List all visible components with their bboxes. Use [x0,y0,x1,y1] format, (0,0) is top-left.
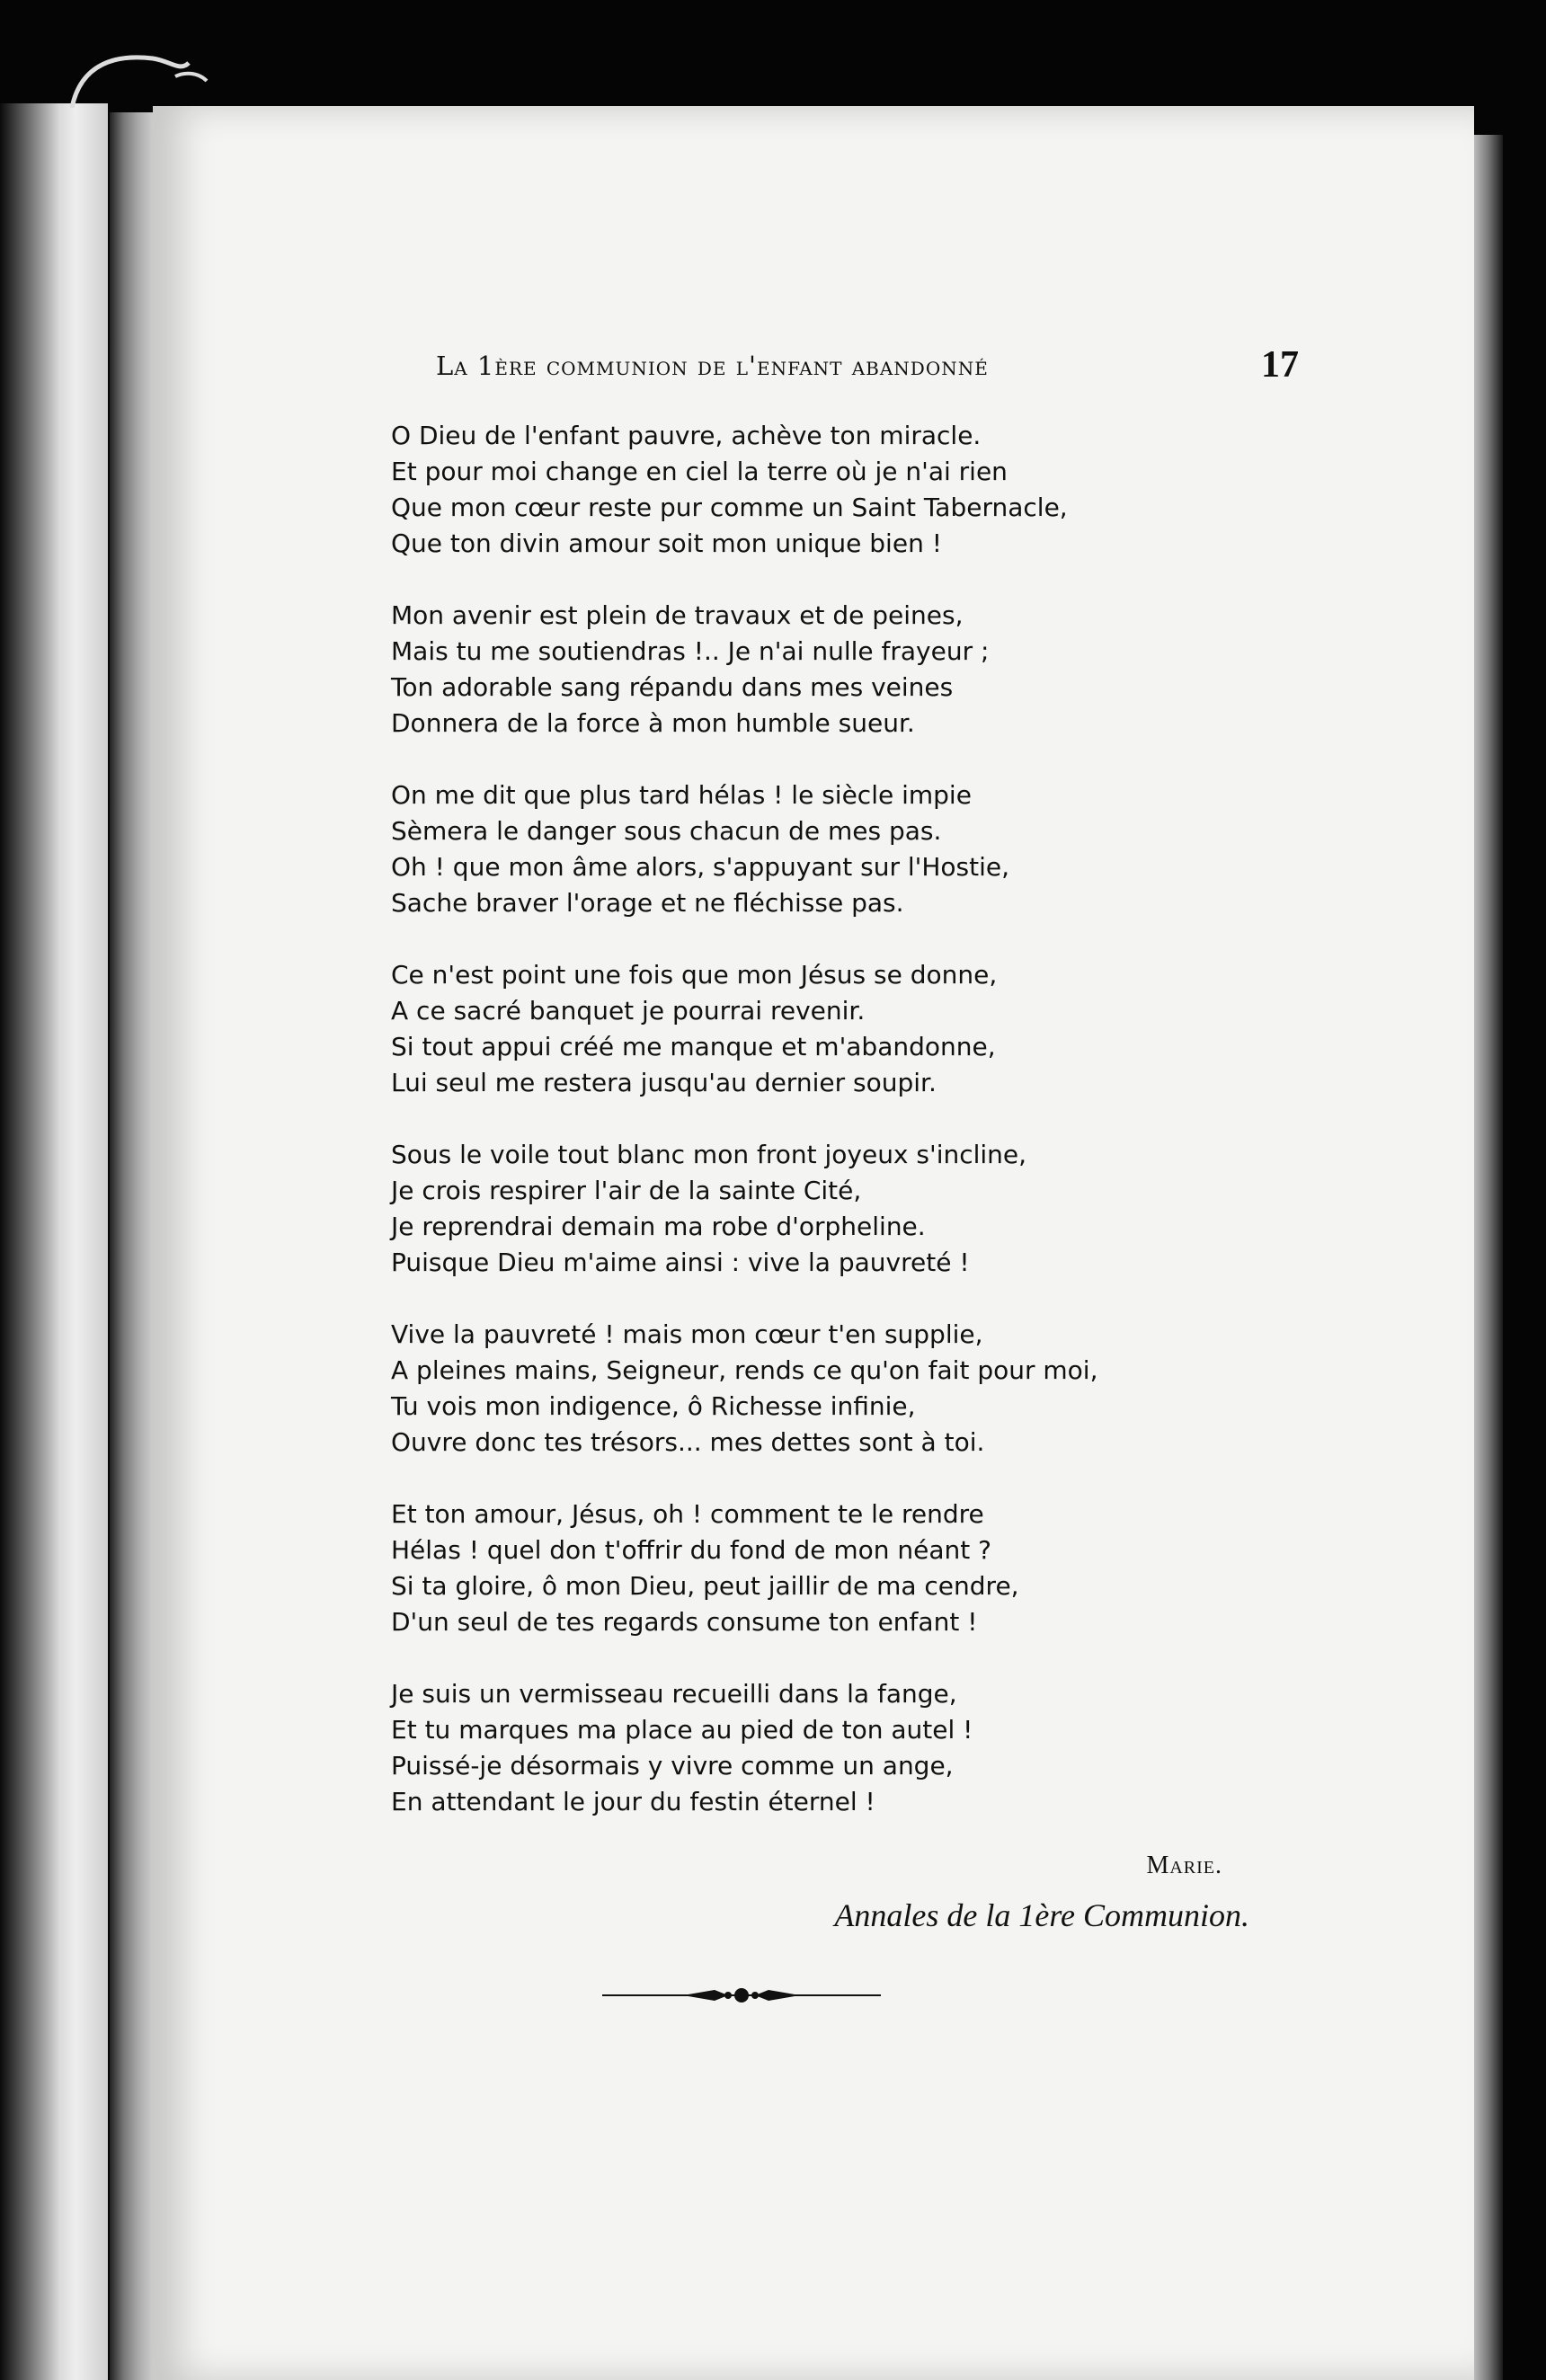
running-title: La 1ère communion de l'enfant abandonné [436,351,989,381]
stanza [391,1676,1200,1820]
corner-scan-mark [54,36,216,117]
poem-line: Lui seul me restera jusqu'au dernier soupir. [391,1068,937,1097]
poem-line: Oh ! que mon âme alors, s'appuyant sur l'Hostie, [391,852,1010,882]
poem-line: Et pour moi change en ciel la terre où je n'ai rien [391,457,1008,486]
page-header [436,343,1299,394]
poem-line: Si tout appui créé me manque et m'abandonne, [391,1032,996,1061]
poem-line: A ce sacré banquet je pourrai revenir. [391,996,866,1026]
poem-line: On me dit que plus tard hélas ! le siècle impie [391,780,972,810]
poem-line: Sache braver l'orage et ne fléchisse pas. [391,888,904,918]
poem-line: Que mon cœur reste pur comme un Saint Tabernacle, [391,493,1068,522]
poem-line: Je reprendrai demain ma robe d'orpheline. [391,1212,926,1241]
previous-page-edge [0,103,108,2380]
stanza [391,777,1200,921]
poem-line: Donnera de la force à mon humble sueur. [391,708,915,738]
poem-line: Hélas ! quel don t'offrir du fond de mon néant ? [391,1535,992,1565]
poem-line: O Dieu de l'enfant pauvre, achève ton miracle. [391,421,982,450]
poem-line: D'un seul de tes regards consume ton enfant ! [391,1607,978,1637]
stanza [391,598,1200,742]
poem-line: Que ton divin amour soit mon unique bien ! [391,528,942,558]
stanza [391,957,1200,1101]
page-right-edge [1474,135,1503,2380]
poem-line: Et ton amour, Jésus, oh ! comment te le rendre [391,1499,984,1529]
page-number: 17 [1261,344,1299,386]
source-citation: Annales de la 1ère Communion. [834,1897,1249,1933]
poem [391,418,1200,1856]
poem-line: Puissé-je désormais y vivre comme un ange, [391,1751,954,1781]
ornament-divider-icon [602,1977,881,2013]
poem-line: Ton adorable sang répandu dans mes veines [391,672,954,702]
poem-line: Vive la pauvreté ! mais mon cœur t'en supplie, [391,1319,983,1349]
poem-line: Tu vois mon indigence, ô Richesse infinie, [391,1391,916,1421]
poem-line: Mais tu me soutiendras !.. Je n'ai nulle frayeur ; [391,636,990,666]
poem-line: Ce n'est point une fois que mon Jésus se donne, [391,960,998,990]
poem-line: A pleines mains, Seigneur, rends ce qu'on fait pour moi, [391,1355,1098,1385]
stanza [391,418,1200,562]
stanza [391,1317,1200,1461]
book-gutter [110,112,156,2380]
poem-line: Sèmera le danger sous chacun de mes pas. [391,816,942,846]
poem-line: En attendant le jour du festin éternel ! [391,1787,875,1816]
poem-line: Mon avenir est plein de travaux et de peines, [391,600,964,630]
poem-line: Ouvre donc tes trésors... mes dettes sont à toi. [391,1427,985,1457]
poem-line: Si ta gloire, ô mon Dieu, peut jaillir de ma cendre, [391,1571,1019,1601]
poem-line: Puisque Dieu m'aime ainsi : vive la pauvreté ! [391,1248,970,1277]
poem-line: Et tu marques ma place au pied de ton autel ! [391,1715,973,1745]
poem-line: Sous le voile tout blanc mon front joyeux s'incline, [391,1140,1027,1169]
author-signature: Marie. [1146,1852,1222,1879]
stanza [391,1137,1200,1281]
poem-line: Je crois respirer l'air de la sainte Cité, [391,1176,862,1205]
stanza [391,1496,1200,1640]
poem-line: Je suis un vermisseau recueilli dans la fange, [391,1679,957,1709]
